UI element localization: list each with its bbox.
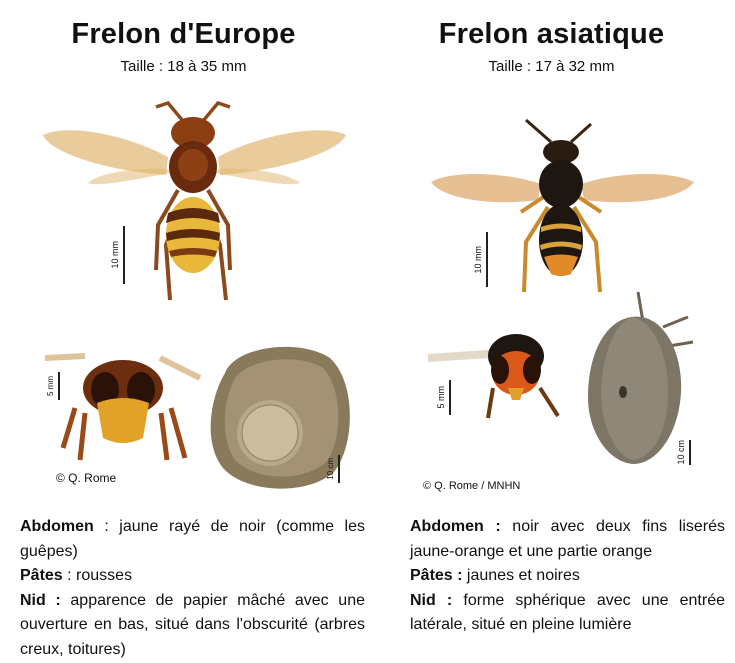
- asian-title: Frelon asiatique: [438, 18, 665, 50]
- asian-head-scale: 5 mm: [436, 380, 451, 415]
- european-main-scale: 10 mm: [110, 226, 125, 284]
- european-photo-credit: © Q. Rome: [56, 471, 117, 485]
- european-head-image: [45, 348, 200, 463]
- asian-hornet-column: [368, 0, 735, 663]
- european-size: Taille : 18 à 35 mm: [120, 58, 247, 75]
- european-head-scale: 5 mm: [46, 372, 60, 400]
- european-title: Frelon d'Europe: [71, 18, 296, 50]
- european-hornet-image: [38, 95, 348, 310]
- asian-main-scale: 10 mm: [473, 232, 488, 287]
- asian-description: Abdomen : noir avec deux fins liserés jaune-orange et une partie orange Pâtes : jaunes et noires Nid : forme sphérique avec une entrée latérale, situé en pleine lumière: [410, 518, 726, 633]
- asian-nest-scale: 10 cm: [676, 440, 691, 465]
- european-hornet-column: [0, 0, 367, 663]
- asian-size: Taille : 17 à 32 mm: [488, 58, 615, 75]
- asian-photo-credit: © Q. Rome / MNHN: [423, 480, 521, 492]
- asian-hornet-image: [426, 112, 701, 297]
- european-nest-scale: 10 cm: [326, 455, 340, 483]
- european-description: Abdomen : jaune rayé de noir (comme les guêpes) Pâtes : rousses Nid : apparence de papier mâché avec une ouverture en bas, situé dans l'obscurité (arbres creux, toitures): [20, 518, 366, 658]
